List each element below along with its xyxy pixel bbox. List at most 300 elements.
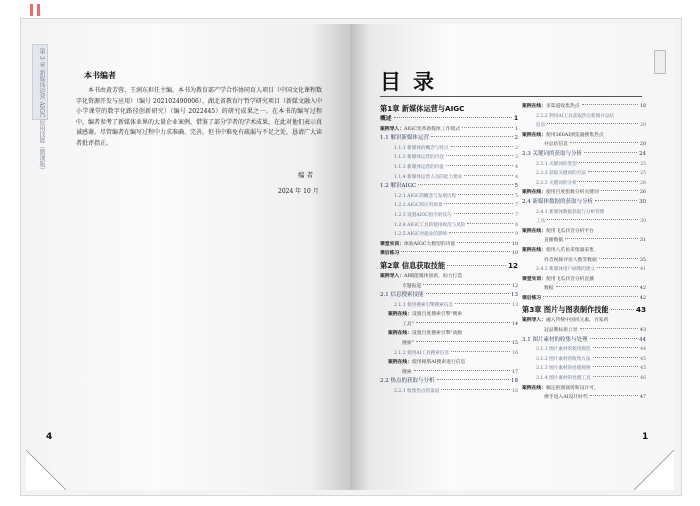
toc-entry-text: 直播数据 [544,238,564,244]
toc-entry-page: 4 [515,164,518,170]
toc-entry-text: 融入传统中国风元素，百家药 [546,318,609,324]
toc-leader-dots [447,265,506,266]
toc-entry-title [522,384,599,394]
toc-entry-page: 2 [515,145,518,151]
toc-entry-page: 16 [512,350,518,356]
toc-entry-page: 13 [512,302,518,308]
corner-marker [30,4,42,18]
toc-entry-text: 设置百度搜索引擎"高级 [412,331,463,337]
page-corner-bottom-right [634,450,674,490]
toc-leader-dots [414,370,510,371]
toc-entry-title [522,316,608,326]
toc-entry-page: 31 [639,238,646,244]
toc-entry-page: 41 [640,267,646,273]
toc-entry-page: 7 [515,203,518,209]
toc-entry-title [522,188,599,198]
toc-leader-dots [454,213,513,214]
toc-entry-title [522,303,609,316]
toc-entry-page: 45 [640,356,646,362]
toc-entry-title [544,140,568,150]
toc-leader-dots [441,389,510,390]
toc-entry[interactable] [522,131,646,141]
toc-entry-title [536,217,545,227]
toc-leader-dots [582,104,638,105]
toc-entry[interactable] [380,134,518,144]
toc-entry[interactable] [522,374,646,384]
toc-entry-text: 2.3.1 关键词的类型 [536,161,577,167]
toc-entry[interactable] [522,256,646,266]
toc-entry-page: 9 [515,232,518,238]
toc-entry-title [544,236,563,246]
toc-entry-text: 2.3 关键词的获取与分析 [522,150,582,157]
toc-entry-text: 2.4.1 新媒体数据获取与分析管理 [536,209,605,215]
toc-leader-dots [601,190,638,191]
toc-entry-text: 2.3.3 关键词的分析 [536,180,577,186]
toc-entry[interactable] [522,364,646,374]
toc-leader-dots [579,181,638,182]
toc-entry[interactable] [380,230,518,240]
toc-entry-label: 课堂实训： [380,241,404,247]
toc-column-left [380,102,518,397]
toc-entry[interactable] [380,301,518,311]
toc-entry-page: 7 [515,212,518,218]
toc-entry[interactable] [380,349,518,359]
toc-entry-title [522,102,580,112]
toc-entry-text: 多渠道收集热点 [546,104,580,109]
toc-entry-text: 1.2.1 AIGC的概念与发展历程 [394,193,457,199]
toc-entry-title [402,320,414,330]
toc-entry-page: 15 [511,341,518,347]
toc-entry-text: 2.2 热点的获取与分析 [380,378,435,385]
toc-entry-title [544,326,578,336]
toc-entry-page: 44 [639,336,646,343]
toc-title: 目录 [380,70,446,94]
toc-entry-title [394,192,456,202]
toc-leader-dots [416,341,510,342]
toc-entry-title [380,291,424,301]
toc-entry-page: 26 [640,180,646,186]
toc-entry-text: 2.4.2 新媒体用户画像的建立 [536,267,596,273]
toc-entry[interactable] [380,115,518,125]
toc-entry-title [394,153,444,163]
toc-entry-page: 3 [515,155,518,161]
toc-entry-text: 第3章 图片与图表制作技能 [522,305,609,315]
toc-leader-dots [590,338,638,339]
toc-entry-title [394,201,442,211]
toc-entry[interactable] [522,303,646,316]
toc-entry[interactable] [380,368,518,378]
toc-entry-text: 1.1 解识新媒体运营 [380,135,429,142]
toc-entry-text: 并总结信息 [544,142,568,148]
toc-entry-page: 42 [639,286,646,292]
toc-entry-title [394,144,449,154]
toc-entry-page: 17 [511,369,518,375]
toc-entry-title [536,374,591,384]
toc-entry-title [388,329,462,339]
toc-leader-dots [547,123,638,124]
toc-leader-dots [593,347,639,348]
toc-entry-label: 案例在线： [522,385,546,391]
toc-entry-text: 2.1.2 使用AI工具搜索信息 [394,350,450,356]
toc-entry[interactable] [380,387,518,397]
toc-entry-page: 5 [514,183,518,190]
side-tab-text: 第 3 章 新媒体运营 AIGC 应用技能（微课版） [38,48,45,174]
toc-entry-page: 25 [640,161,646,167]
toc-entry[interactable] [522,112,646,122]
toc-leader-dots [418,184,512,185]
toc-leader-dots [593,366,639,367]
toc-leader-dots [458,194,513,195]
toc-entry-title [536,160,577,170]
toc-entry[interactable] [380,102,518,115]
toc-leader-dots [565,238,638,239]
toc-leader-dots [457,242,510,243]
toc-entry[interactable] [380,153,518,163]
toc-leader-dots [543,296,638,297]
toc-leader-dots [590,395,638,396]
toc-entry[interactable] [380,144,518,154]
toc-leader-dots [599,258,638,259]
toc-entry[interactable] [380,282,518,292]
toc-entry-text: 1.2.4 AIGC工具的使用规范与风险 [394,222,466,228]
toc-entry-title [380,182,416,192]
toc-entry-page: 35 [639,257,646,263]
toc-leader-dots [579,162,638,163]
toc-entry-text: 2.3.2 获取关键词的方法 [536,171,586,177]
toc-entry-title [536,121,545,131]
toc-entry[interactable] [522,326,646,336]
toc-entry-page: 8 [515,222,518,228]
toc-entry[interactable] [522,208,646,218]
toc-entry-title [388,310,462,320]
toc-entry-page: 25 [640,171,646,177]
toc-entry[interactable] [522,236,646,246]
running-header-box [654,50,666,74]
page-number-left: 4 [46,432,53,442]
toc-entry[interactable] [522,384,646,394]
toc-entry-label: 课堂实训： [522,276,546,282]
toc-entry[interactable] [380,291,518,301]
toc-leader-dots [584,152,637,153]
toc-entry-label: 课后练习 [380,251,400,257]
toc-entry-label: 案例在线： [522,190,546,196]
toc-leader-dots [446,155,513,156]
toc-entry-page: 47 [639,395,646,401]
toc-entry[interactable] [522,150,646,160]
toc-entry-title [536,345,591,355]
signature-date: 2024 年 10 月 [278,188,319,195]
toc-entry-page: 5 [515,193,518,199]
toc-entry-title [402,339,414,349]
open-book [26,24,674,490]
toc-leader-dots [437,379,510,380]
toc-entry-page: 10 [511,241,518,247]
toc-entry-title [380,134,429,144]
toc-leader-dots [446,165,513,166]
toc-entry-text: 使用百度指数分析关键词 [546,190,599,196]
toc-entry[interactable] [522,275,646,285]
toc-entry-text: 3.1 图片素材的收集与处理 [522,336,588,343]
toc-leader-dots [455,303,510,304]
toc-leader-dots [547,219,638,220]
toc-leader-dots [595,200,637,201]
toc-entry-page: 12 [507,260,518,270]
toc-entry-title [536,364,591,374]
toc-leader-dots [580,328,638,329]
toc-entry-label: 案例在线： [522,104,546,109]
toc-entry-page: 46 [640,376,646,382]
toc-leader-dots [431,136,513,137]
toc-entry[interactable] [522,246,646,256]
toc-entry-text: 工具" [402,321,414,327]
toc-entry-title [394,221,465,231]
toc-leader-dots [570,142,638,143]
toc-leader-dots [416,322,510,323]
toc-entry[interactable] [380,310,518,320]
toc-entry[interactable] [380,358,518,368]
left-page [26,24,350,490]
toc-entry[interactable] [380,221,518,231]
toc-entry-text: 使用飞瓜抖音分析直播 [546,276,594,282]
toc-entry[interactable] [380,329,518,339]
toc-entry-title [388,358,465,368]
toc-entry[interactable] [522,284,646,294]
toc-entry-text: 使用360AI浏览器搜集热点 [546,132,604,138]
toc-entry-page: 12 [511,283,518,289]
toc-entry-text: 稿定抠图裁剪和设计可， [546,385,599,391]
toc-entry-page: 44 [640,347,646,353]
toc-entry-title [394,349,449,359]
toc-entry-title [394,163,444,173]
toc-entry[interactable] [522,169,646,179]
toc-entry[interactable] [522,227,646,237]
toc-leader-dots [423,284,510,285]
toc-entry-title [536,112,614,122]
toc-entry[interactable] [380,163,518,173]
toc-entry[interactable] [380,377,518,387]
toc-entry-text: 体验AIGC大模型的功能 [404,241,456,247]
toc-entry-title [394,230,447,240]
toc-entry[interactable] [380,240,518,250]
toc-entry[interactable] [522,160,646,170]
page-number-right: 1 [642,432,649,442]
toc-entry[interactable] [522,188,646,198]
toc-entry-title [522,227,594,237]
toc-entry-label: 案例导入： [380,273,404,279]
toc-entry-label: 案例导入： [380,126,404,132]
toc-entry-title [536,208,604,218]
toc-entry-title [522,198,593,208]
toc-leader-dots [451,351,510,352]
toc-leader-dots [394,117,512,118]
toc-leader-dots [449,232,513,233]
toc-entry-title [522,131,604,141]
toc-entry-page: 14 [511,321,518,327]
toc-leader-dots [426,293,510,294]
toc-entry[interactable] [522,217,646,227]
toc-entry-text: 携手进入AI设计时代 [544,395,588,401]
toc-entry-title [380,249,399,259]
toc-entry-page: 18 [511,378,518,385]
toc-entry-text: 1.2.3 设置AIGC指令的技巧 [394,212,452,218]
toc-leader-dots [451,146,514,147]
toc-entry-text: 工具 [536,219,546,225]
toc-entry-page: 43 [639,328,646,334]
toc-entry-label: 案例在线： [388,312,412,318]
toc-entry-text: 3.1.2 图片素材的收集方法 [536,356,591,362]
toc-entry-text: 2.4 新媒体数据的获取与分析 [522,198,593,205]
toc-entry-title [544,393,588,403]
toc-entry[interactable] [380,211,518,221]
toc-entry-page: 18 [512,389,518,395]
toc-entry[interactable] [522,198,646,208]
toc-entry-text: 1.1.3 新媒体运营的价值 [394,164,444,170]
toc-entry-page: 10 [511,251,518,257]
toc-leader-dots [464,175,513,176]
title-rule [380,96,642,97]
right-page [350,24,674,490]
toc-entry[interactable] [380,173,518,183]
toc-entry-page: 13 [511,292,518,299]
toc-entry-text: 使用八爪鱼采集器采集 [546,247,594,253]
toc-entry[interactable] [522,393,646,403]
editor-paragraph: 本书由黄芳蓉、王润东担任主编。本书为教育部产学合作协同育人项目（中国文化课程数字化资源开发与应用）（编号 202102490006）、湖北省教育厅哲学研究项目（新媒文融入中小学课堂的数字化路径创新研究）（编号 2022445）的研究成果之一。在本书的编写过程中，编者参考了新媒体业界的大量企业案例，借鉴了部分学者的学术成果，在此对他们表示真诚感谢。尽管编者在编写过程中力求准确、完善，但书中难免有疏漏与不足之处，恳请广大读者批评指正。 [76,87,323,147]
toc-entry[interactable] [522,102,646,112]
toc-entry-title [394,211,452,221]
toc-entry-title [544,284,554,294]
toc-entry-text: 抖音视频评论人数等数据 [544,257,597,263]
toc-entry[interactable] [522,316,646,326]
toc-entry-label: 案例导入： [522,318,546,324]
toc-entry-text: 2.1.1 使用搜索引擎搜索信息 [394,302,454,308]
toc-entry[interactable] [522,355,646,365]
toc-entry-label: 课后练习 [522,295,542,301]
toc-entry-text: 1.2.2 AIGC的应用场景 [394,203,443,209]
toc-entry[interactable] [380,249,518,259]
toc-entry-text: 第1章 新媒体运营与AIGC [380,104,465,113]
toc-entry-page: 2 [514,135,518,142]
toc-entry[interactable] [380,125,518,135]
toc-entry-text: 冠品牌标新立异 [544,328,578,334]
editor-signature: 编 者 [298,171,314,179]
toc-entry-title [522,294,541,304]
toc-entry-text: 搜索 [402,369,412,375]
toc-entry-title [536,169,586,179]
toc-entry-title [544,256,597,266]
toc-entry-label: 案例在线： [388,331,412,337]
toc-leader-dots [593,376,639,377]
toc-entry-page: 20 [639,142,646,148]
toc-entry-page: 30 [639,198,646,205]
toc-entry-label: 案例在线： [522,228,546,234]
toc-entry[interactable] [380,201,518,211]
toc-entry-page: 1 [513,116,518,122]
toc-entry-title [394,301,453,311]
toc-entry-title [380,272,462,282]
toc-entry-title [522,246,594,256]
toc-entry-text: 使用秘塔AI搜索进行信息 [412,360,466,366]
toc-entry-title [380,240,455,250]
toc-entry[interactable] [522,179,646,189]
toc-entry-page: 43 [635,305,646,315]
toc-entry-text: 第2章 信息获取技能 [380,260,446,270]
toc-leader-dots [467,223,513,224]
toc-entry[interactable] [522,140,646,150]
toc-entry-page: 18 [639,104,646,109]
toc-leader-dots [556,286,638,287]
toc-leader-dots [401,251,510,252]
toc-entry-title [522,275,594,285]
editor-heading: 本书编者 [84,71,116,80]
toc-entry-text: 3.1.4 图片素材的处理工具 [536,376,591,382]
toc-entry-text: 搜索" [402,341,414,347]
toc-entry-title [522,150,582,160]
toc-entry[interactable] [522,345,646,355]
toc-entry[interactable] [522,265,646,275]
toc-entry[interactable] [380,259,518,272]
toc-entry-title [380,377,435,387]
toc-entry-page: 24 [639,150,646,157]
toc-entry-page: 4 [515,174,518,180]
toc-leader-dots [597,267,638,268]
toc-entry-text: 1.2.5 AIGC对就业的影响 [394,232,448,238]
toc-entry[interactable] [380,272,518,282]
toc-entry[interactable] [522,294,646,304]
toc-leader-dots [593,357,639,358]
toc-entry-text: AIGC变革新媒体工作模式 [404,126,461,132]
toc-entry[interactable] [522,121,646,131]
toc-entry-text: 2.2.1 收集热点的渠道 [394,389,440,395]
toc-entry-text: 1.1.1 新媒体的概念与特点 [394,145,449,151]
toc-entry-page: 30 [640,219,646,225]
toc-leader-dots [444,203,513,204]
toc-column-right [522,102,646,403]
toc-entry-text: 专题报道 [402,283,422,289]
toc-entry[interactable] [380,182,518,192]
toc-entry-title [402,282,421,292]
toc-entry-title [394,173,462,183]
toc-entry-text: AI赋能媒体创新，助力打造 [404,273,463,279]
toc-entry-page: 1 [514,126,518,132]
toc-leader-dots [462,127,513,128]
toc-entry-title [522,336,588,346]
toc-entry-text: 3.1.1 图片素材的使用规范 [536,347,591,353]
toc-entry-label: 案例在线： [522,132,546,138]
toc-entry-text: 概述 [380,116,392,122]
toc-entry-page: 45 [640,366,646,372]
page-corner-bottom-left [26,450,66,490]
toc-entry-title [536,179,577,189]
toc-entry-title [380,115,392,125]
toc-entry[interactable] [522,336,646,346]
toc-entry-text: 信息 [536,123,546,129]
toc-entry-text: 2.2.2 利用AI工具获取热点新闻并总结 [536,113,615,119]
toc-entry-text: 2.1 信息搜索技能 [380,292,424,299]
toc-entry[interactable] [380,320,518,330]
toc-entry-text: 数据 [544,286,554,292]
toc-entry-title [394,387,439,397]
toc-entry-label: 案例在线： [522,247,546,253]
toc-entry-title [380,259,445,272]
toc-entry[interactable] [380,192,518,202]
toc-entry-text: 1.1.4 新媒体运营人员的能力要求 [394,174,463,180]
toc-entry-text: 1.1.2 新媒体运营的内容 [394,155,444,161]
toc-entry-text: 3.1.3 图片素材的处理规则 [536,366,591,372]
toc-entry-page: 42 [639,295,646,301]
toc-entry-text: 设置百度搜索引擎"搜索 [412,312,463,318]
toc-entry-title [380,125,460,135]
toc-entry[interactable] [380,339,518,349]
